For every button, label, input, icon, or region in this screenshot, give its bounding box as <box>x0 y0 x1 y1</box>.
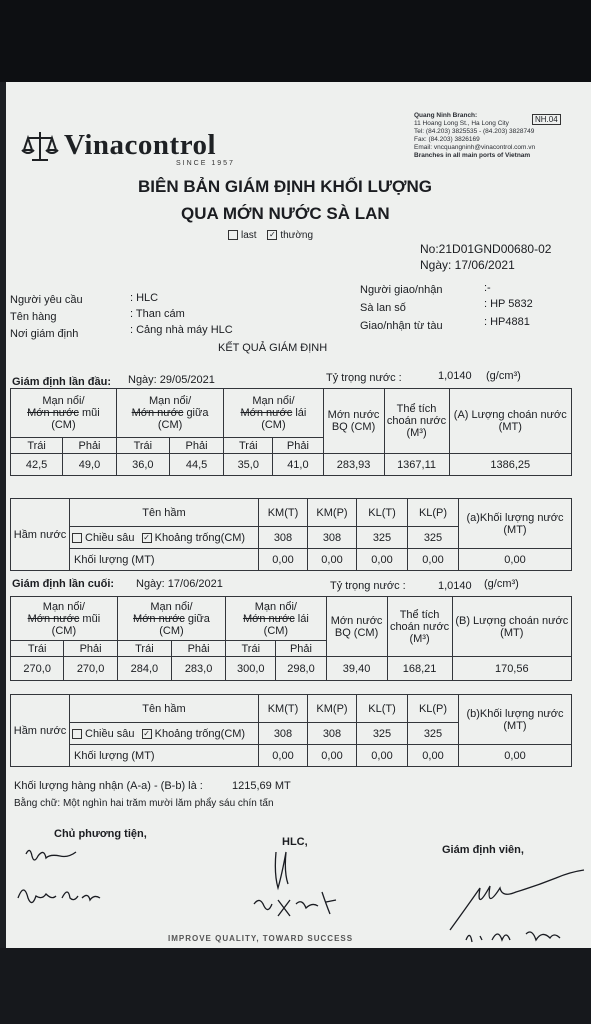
form-code: NH.04 <box>532 114 561 125</box>
last-mean-draft: 39,40 <box>326 657 387 681</box>
last-tank-weight-row-label: Khối lượng (MT) <box>70 745 259 767</box>
surveyor-signature <box>446 868 586 948</box>
hlc-signature <box>234 844 344 934</box>
owner-signature <box>16 842 106 922</box>
deliverer-value: :- <box>484 282 491 294</box>
first-weight-km-t: 0,00 <box>259 549 308 571</box>
company-slogan: IMPROVE QUALITY, TOWARD SUCCESS <box>168 934 354 943</box>
last-survey-date: Ngày: 17/06/2021 <box>136 578 223 590</box>
last-stern-header-top: Mạn nổi/ <box>254 600 297 613</box>
displacement-a-header: (A) Lượng choán nước (MT) <box>449 389 571 454</box>
result-heading: KẾT QUẢ GIÁM ĐỊNH <box>218 342 328 354</box>
last-stern-right: 298,0 <box>276 657 326 681</box>
last-stern-left: 300,0 <box>226 657 276 681</box>
tank-weight-row-label: Khối lượng (MT) <box>70 549 259 571</box>
last-displacement-b: 170,56 <box>452 657 571 681</box>
space-label: Khoảng trống(CM) <box>154 531 246 544</box>
first-tank-table <box>10 498 572 571</box>
goods-label: Tên hàng <box>10 311 57 323</box>
first-weight-kl-p: 0,00 <box>408 549 459 571</box>
first-mid-left: 36,0 <box>116 454 169 476</box>
last-volume-header-label: Thể tích choán nước <box>389 608 450 633</box>
displacement-b-header: (B) Lượng choán nước (MT) <box>452 597 571 657</box>
last-mid-left-header: Trái <box>117 641 171 657</box>
last-depth-checkbox <box>72 729 82 739</box>
stern-right-header: Phải <box>273 438 323 454</box>
place-label: Nơi giám định <box>10 328 79 340</box>
last-depth-label: Chiều sâu <box>85 727 135 740</box>
first-stern-left: 35,0 <box>224 454 273 476</box>
bow-left-header: Trái <box>11 438 63 454</box>
requester-label: Người yêu cầu <box>10 294 83 306</box>
last-depth-km-t: 308 <box>259 723 308 745</box>
deliverer-label: Người giao/nhận <box>360 284 443 296</box>
first-volume: 1367,11 <box>384 454 449 476</box>
tank-col-km-p: KM(P) <box>308 499 357 527</box>
normal-option-label: thường <box>280 230 314 241</box>
first-stern-right: 41,0 <box>273 454 323 476</box>
last-survey-label: Giám định lần cuối: <box>12 578 115 590</box>
last-tank-col-km-t: KM(T) <box>259 695 308 723</box>
last-tank-row-label: Hầm nước <box>11 695 70 767</box>
tank-col-kl-p: KL(P) <box>408 499 459 527</box>
company-since: SINCE 1957 <box>176 160 235 167</box>
first-displacement-a: 1386,25 <box>449 454 571 476</box>
tank-col-km-t: KM(T) <box>259 499 308 527</box>
normal-checkbox-checked-icon: ✓ <box>268 230 276 240</box>
last-water-b-value: 0,00 <box>459 745 572 767</box>
mid-header <box>116 389 223 438</box>
first-survey-date: Ngày: 29/05/2021 <box>128 374 215 386</box>
goods-value: : Than cám <box>130 308 185 320</box>
stern-header-strike: Mớn nước <box>240 407 293 419</box>
branch-address: 11 Hoang Long St., Ha Long City <box>414 120 509 127</box>
last-mid-right-header: Phải <box>171 641 225 657</box>
requester-value: : HLC <box>130 292 159 304</box>
last-mid-header <box>117 597 225 641</box>
branch-tagline: Branches in all main ports of Vietnam <box>414 152 531 159</box>
first-density-label: Tỷ trọng nước : <box>326 372 402 384</box>
last-bow-header <box>11 597 118 641</box>
tank-col-kl-t: KL(T) <box>357 499 408 527</box>
last-bow-right: 270,0 <box>64 657 117 681</box>
barge-value: : HP 5832 <box>484 298 533 310</box>
branch-name: Quang Ninh Branch: <box>414 112 478 119</box>
mid-right-header: Phải <box>169 438 223 454</box>
last-mid-header-unit: (CM) <box>159 624 184 637</box>
last-bow-header-strike: Mớn nước <box>27 612 80 625</box>
last-volume: 168,21 <box>387 657 452 681</box>
last-depth-kl-t: 325 <box>357 723 408 745</box>
stern-header-tail: lái <box>295 407 307 419</box>
survey-document <box>6 82 591 952</box>
device-bottom-bezel <box>0 948 591 1024</box>
report-number: No:21D01GND00680-02 <box>420 242 552 256</box>
tank-name-header: Tên hầm <box>70 499 259 527</box>
document-title: BIÊN BẢN GIÁM ĐỊNH KHỐI LƯỢNG <box>138 177 432 196</box>
first-bow-left: 42,5 <box>11 454 63 476</box>
ship-value: : HP4881 <box>484 316 530 328</box>
stern-left-header: Trái <box>224 438 273 454</box>
last-tank-col-kl-t: KL(T) <box>357 695 408 723</box>
last-bow-left-header: Trái <box>11 641 64 657</box>
stern-header-unit: (CM) <box>261 419 286 431</box>
volume-header-unit: (M³) <box>406 427 427 439</box>
last-mid-header-strike: Mớn nước <box>133 612 185 625</box>
mid-header-tail: giữa <box>186 407 209 419</box>
mid-header-top: Mạn nổi/ <box>148 395 192 407</box>
bow-right-header: Phải <box>63 438 117 454</box>
depth-label: Chiều sâu <box>85 531 135 544</box>
device-top-bezel <box>0 0 591 82</box>
last-space-label: Khoảng trống(CM) <box>154 727 246 740</box>
bow-header-top: Mạn nổi/ <box>42 395 85 407</box>
last-bow-header-tail: mũi <box>82 612 101 625</box>
last-stern-header-unit: (CM) <box>263 624 289 637</box>
first-depth-km-p: 308 <box>308 527 357 549</box>
branch-tel: Tel: (84.203) 3825535 - (84.203) 3828749 <box>414 128 535 135</box>
hlc-signature-label: HLC, <box>282 836 308 848</box>
last-checkbox <box>228 230 238 240</box>
last-option-label: last <box>241 230 257 241</box>
place-value: : Cảng nhà máy HLC <box>130 324 233 336</box>
last-tank-col-km-p: KM(P) <box>308 695 357 723</box>
last-bow-header-top: Mạn nổi/ <box>42 600 85 613</box>
first-draft-table <box>10 388 572 476</box>
last-space-checkbox-checked-icon: ✓ <box>143 728 150 738</box>
mid-header-unit: (CM) <box>157 419 183 431</box>
first-water-a-header: (a)Khối lượng nước (MT) <box>459 499 572 549</box>
first-bow-right: 49,0 <box>63 454 117 476</box>
mid-header-strike: Mớn nước <box>131 407 184 419</box>
last-stern-header-strike: Mớn nước <box>242 612 295 625</box>
branch-email: Email: vncquangninh@vinacontrol.com.vn <box>414 144 536 151</box>
received-weight-value: 1215,69 MT <box>232 780 291 792</box>
bow-header <box>11 389 117 438</box>
last-weight-km-p: 0,00 <box>308 745 357 767</box>
stern-header <box>224 389 323 438</box>
bow-header-strike: Mớn nước <box>27 407 79 419</box>
last-stern-right-header: Phải <box>276 641 326 657</box>
surveyor-signature-label: Giám định viên, <box>442 844 524 856</box>
scales-logo-icon <box>20 128 60 164</box>
first-mean-draft: 283,93 <box>323 454 384 476</box>
last-stern-left-header: Trái <box>226 641 276 657</box>
received-weight-label: Khối lượng hàng nhận (A-a) - (B-b) là : <box>14 780 203 792</box>
last-tank-name-header: Tên hầm <box>70 695 259 723</box>
last-weight-km-t: 0,00 <box>259 745 308 767</box>
depth-checkbox <box>72 533 82 543</box>
volume-header-label: Thể tích choán nước <box>386 403 447 427</box>
last-tank-depth-row-label <box>70 723 259 745</box>
owner-signature-label: Chủ phương tiện, <box>54 828 147 840</box>
last-mid-header-top: Mạn nổi/ <box>150 600 193 613</box>
last-tank-col-kl-p: KL(P) <box>408 695 459 723</box>
volume-header <box>384 389 449 454</box>
first-depth-km-t: 308 <box>259 527 308 549</box>
last-density-value: 1,0140 <box>438 580 472 592</box>
stern-header-top: Mạn nổi/ <box>252 395 295 407</box>
last-density-label: Tỷ trọng nước : <box>330 580 406 592</box>
mid-left-header: Trái <box>116 438 169 454</box>
report-date: Ngày: 17/06/2021 <box>420 258 515 272</box>
last-weight-kl-t: 0,00 <box>357 745 408 767</box>
last-volume-header-unit: (M³) <box>409 632 430 645</box>
last-depth-km-p: 308 <box>308 723 357 745</box>
last-volume-header <box>387 597 452 657</box>
first-density-value: 1,0140 <box>438 370 472 382</box>
first-density-unit: (g/cm³) <box>486 370 521 382</box>
last-bow-header-unit: (CM) <box>51 624 77 637</box>
last-mid-header-tail: giữa <box>187 612 210 625</box>
ship-label: Giao/nhận từ tàu <box>360 320 443 332</box>
barge-label: Sà lan số <box>360 302 406 314</box>
last-bow-right-header: Phải <box>64 641 117 657</box>
draft-header: Mớn nước BQ (CM) <box>323 389 384 454</box>
bow-header-unit: (CM) <box>51 419 76 431</box>
last-mid-left: 284,0 <box>117 657 171 681</box>
last-stern-header <box>226 597 326 641</box>
last-draft-header: Mớn nước BQ (CM) <box>326 597 387 657</box>
last-tank-table <box>10 694 572 767</box>
amount-in-words: Bằng chữ: Một nghìn hai trăm mười lăm phẩy sáu chín tấn <box>14 798 274 809</box>
report-type-options <box>228 230 313 241</box>
first-weight-kl-t: 0,00 <box>357 549 408 571</box>
last-density-unit: (g/cm³) <box>484 578 519 590</box>
last-mid-right: 283,0 <box>171 657 225 681</box>
company-logo-text: Vinacontrol <box>64 129 217 161</box>
tank-depth-row-label <box>70 527 259 549</box>
last-draft-table <box>10 596 572 681</box>
first-weight-km-p: 0,00 <box>308 549 357 571</box>
first-water-a-value: 0,00 <box>459 549 572 571</box>
last-water-b-header: (b)Khối lượng nước (MT) <box>459 695 572 745</box>
branch-fax: Fax: (84.203) 3826169 <box>414 136 480 143</box>
first-depth-kl-p: 325 <box>408 527 459 549</box>
tank-row-label: Hầm nước <box>11 499 70 571</box>
document-subtitle: QUA MỚN NƯỚC SÀ LAN <box>181 204 390 223</box>
first-survey-label: Giám định lần đầu: <box>12 376 112 388</box>
first-depth-kl-t: 325 <box>357 527 408 549</box>
bow-header-tail: mũi <box>81 407 100 419</box>
first-mid-right: 44,5 <box>169 454 223 476</box>
last-depth-kl-p: 325 <box>408 723 459 745</box>
last-stern-header-tail: lái <box>297 612 309 625</box>
last-bow-left: 270,0 <box>11 657 64 681</box>
space-checkbox-checked-icon: ✓ <box>143 532 150 542</box>
last-weight-kl-p: 0,00 <box>408 745 459 767</box>
